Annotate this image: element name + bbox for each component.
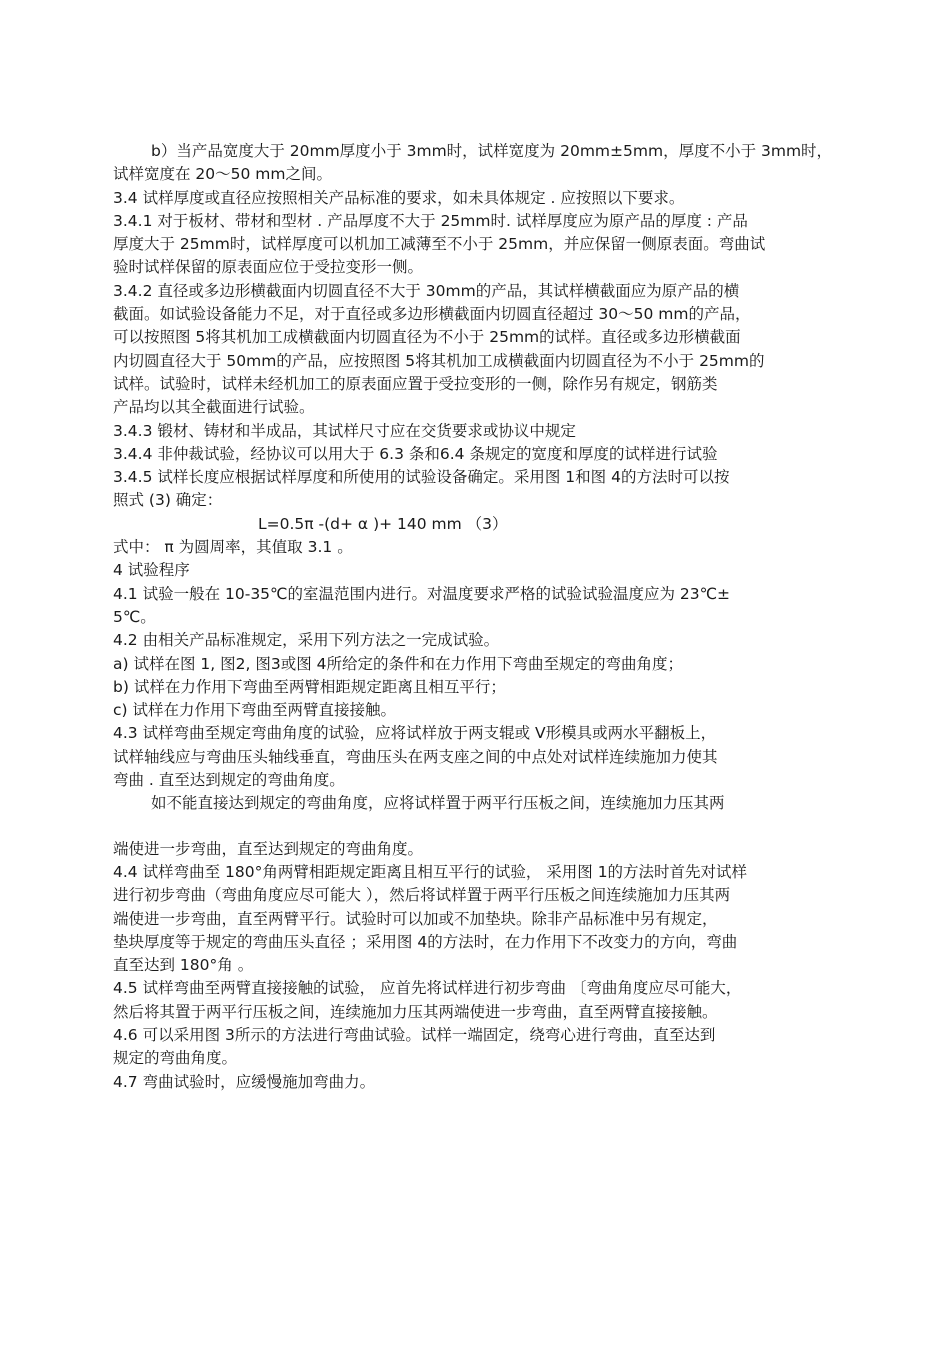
list-item-a: a) 试样在图 1, 图2, 图3或图 4所给定的条件和在力作用下弯曲至规定的弯曲角度； xyxy=(113,654,683,673)
text-line: 进行初步弯曲（弯曲角度应尽可能大 ），然后将试样置于两平行压板之间连续施加力压其两 xyxy=(113,886,731,905)
section-3-4: 3.4 试样厚度或直径应按照相关产品标准的要求，如未具体规定 . 应按照以下要求。 xyxy=(113,188,685,207)
section-4-1: 4.1 试验一般在 10-35℃的室温范围内进行。对温度要求严格的试验试验温度应为 23℃± xyxy=(113,584,730,603)
text-line: 垫块厚度等于规定的弯曲压头直径 ；采用图 4的方法时，在力作用下不改变力的方向，弯曲 xyxy=(113,932,738,951)
text-line: 内切圆直径大于 50mm的产品，应按照图 5将其机加工成横截面内切圆直径为不小于 25mm的 xyxy=(113,351,765,370)
text-line: 弯曲 . 直至达到规定的弯曲角度。 xyxy=(113,771,345,790)
text-line: 如不能直接达到规定的弯曲角度，应将试样置于两平行压板之间，连续施加力压其两 xyxy=(151,794,725,813)
section-3-4-4: 3.4.4 非仲裁试验，经协议可以用大于 6.3 条和6.4 条规定的宽度和厚度的试样进行试验 xyxy=(113,444,718,463)
formula: L=0.5π -(d+ α )+ 140 mm （3） xyxy=(258,514,508,533)
text-line: 端使进一步弯曲，直至两臂平行。试验时可以加或不加垫块。除非产品标准中另有规定， xyxy=(113,909,718,928)
text-line: 试样宽度在 20～50 mm之间。 xyxy=(113,165,332,184)
list-item-b: b) 试样在力作用下弯曲至两臂相距规定距离且相互平行； xyxy=(113,677,506,696)
text-line: 试样轴线应与弯曲压头轴线垂直，弯曲压头在两支座之间的中点处对试样连续施加力使其 xyxy=(113,747,718,766)
section-3-4-1: 3.4.1 对于板材、带材和型材 . 产品厚度不大于 25mm时. 试样厚度应为原产品的厚度 : 产品 xyxy=(113,211,748,230)
document-body xyxy=(113,140,853,1094)
text-line: 端使进一步弯曲，直至达到规定的弯曲角度。 xyxy=(113,839,424,858)
section-4-2: 4.2 由相关产品标准规定，采用下列方法之一完成试验。 xyxy=(113,631,500,650)
text-line: 然后将其置于两平行压板之间，连续施加力压其两端使进一步弯曲，直至两臂直接接触。 xyxy=(113,1002,718,1021)
text-line: 5℃。 xyxy=(113,607,156,626)
text-line: 试样。试验时，试样未经机加工的原表面应置于受拉变形的一侧，除作另有规定，钢筋类 xyxy=(113,374,718,393)
paragraph-gap xyxy=(113,816,853,838)
section-4-heading: 4 试验程序 xyxy=(113,561,190,580)
text-line: 厚度大于 25mm时，试样厚度可以机加工减薄至不小于 25mm，并应保留一侧原表面。弯曲试 xyxy=(113,235,766,254)
section-3-4-3: 3.4.3 锻材、铸材和半成品，其试样尺寸应在交货要求或协议中规定 xyxy=(113,421,576,440)
section-3-4-2: 3.4.2 直径或多边形横截面内切圆直径不大于 30mm的产品，其试样横截面应为原产品的横 xyxy=(113,281,740,300)
text-line: 规定的弯曲角度。 xyxy=(113,1049,238,1068)
text-line: 验时试样保留的原表面应位于受拉变形一侧。 xyxy=(113,258,424,277)
section-4-6: 4.6 可以采用图 3所示的方法进行弯曲试验。试样一端固定，绕弯心进行弯曲，直至达到 xyxy=(113,1025,716,1044)
text-line: 照式 (3) 确定： xyxy=(113,491,223,510)
section-4-4: 4.4 试样弯曲至 180°角两臂相距规定距离且相互平行的试验， 采用图 1的方法时首先对试样 xyxy=(113,862,748,881)
section-4-5: 4.5 试样弯曲至两臂直接接触的试验， 应首先将试样进行初步弯曲 〔弯曲角度应尽可能大， xyxy=(113,979,742,998)
list-item-c: c) 试样在力作用下弯曲至两臂直接接触。 xyxy=(113,701,396,720)
section-4-7: 4.7 弯曲试验时，应缓慢施加弯曲力。 xyxy=(113,1072,376,1091)
section-3-4-5: 3.4.5 试样长度应根据试样厚度和所使用的试验设备确定。采用图 1和图 4的方法时可以按 xyxy=(113,468,730,487)
text-line: 可以按照图 5将其机加工成横截面内切圆直径为不小于 25mm的试样。直径或多边形横截面 xyxy=(113,328,741,347)
section-4-3: 4.3 试样弯曲至规定弯曲角度的试验，应将试样放于两支辊或 V形模具或两水平翻板上， xyxy=(113,724,717,743)
text-line: 产品均以其全截面进行试验。 xyxy=(113,398,315,417)
text-line: 直至达到 180°角 。 xyxy=(113,956,254,975)
text-line: 截面。如试验设备能力不足，对于直径或多边形横截面内切圆直径超过 30～50 mm的产品， xyxy=(113,305,751,324)
text-line: b）当产品宽度大于 20mm厚度小于 3mm时，试样宽度为 20mm±5mm，厚度不小于 3mm时， xyxy=(151,142,833,160)
text-line: 式中： π 为圆周率，其值取 3.1 。 xyxy=(113,538,353,557)
